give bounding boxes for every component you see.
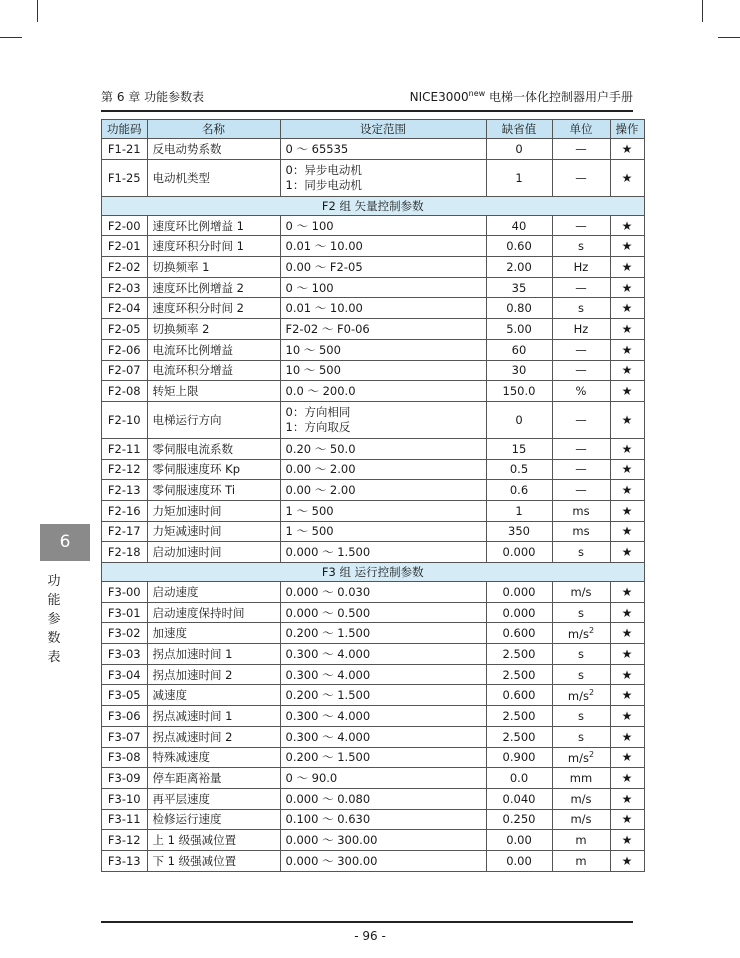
table-header-row	[102, 120, 645, 139]
unit: m	[552, 850, 610, 871]
operation-star-icon: ★	[610, 139, 644, 160]
setting-range: 0.0 ～ 200.0	[280, 381, 486, 402]
table-row	[102, 788, 645, 809]
unit: s	[552, 298, 610, 319]
table-row	[102, 706, 645, 727]
table-row	[102, 602, 645, 623]
function-code: F2-08	[102, 381, 148, 402]
param-name: 再平层速度	[147, 788, 280, 809]
param-name: 电流环积分增益	[147, 360, 280, 381]
page-number: - 96 -	[354, 929, 386, 943]
chapter-tab[interactable]	[40, 524, 90, 561]
param-name: 启动加速时间	[147, 542, 280, 563]
operation-star-icon: ★	[610, 381, 644, 402]
param-name: 下 1 级强减位置	[147, 850, 280, 871]
group-title: F2 组 矢量控制参数	[102, 196, 645, 215]
operation-star-icon: ★	[610, 809, 644, 830]
default-value: 5.00	[486, 319, 552, 340]
chapter-tab-number: 6	[59, 532, 71, 552]
chapter-side-label	[43, 572, 65, 667]
table-row	[102, 664, 645, 685]
function-code: F3-07	[102, 726, 148, 747]
setting-range: 0.00 ～ 2.00	[280, 459, 486, 480]
table-row	[102, 159, 645, 196]
param-name: 电动机类型	[147, 159, 280, 196]
setting-range: 0.300 ～ 4.000	[280, 664, 486, 685]
param-name: 加速度	[147, 623, 280, 644]
range-option: 0：异步电动机	[285, 162, 362, 177]
default-value: 30	[486, 360, 552, 381]
setting-range: 0.000 ～ 0.500	[280, 602, 486, 623]
setting-range: 0.300 ～ 4.000	[280, 706, 486, 727]
function-code: F2-12	[102, 459, 148, 480]
operation-star-icon: ★	[610, 542, 644, 563]
default-value: 0.040	[486, 788, 552, 809]
function-code: F2-00	[102, 215, 148, 236]
function-code: F2-06	[102, 339, 148, 360]
setting-range: 0.01 ～ 10.00	[280, 236, 486, 257]
default-value: 0.000	[486, 542, 552, 563]
default-value: 2.500	[486, 726, 552, 747]
param-name: 力矩加速时间	[147, 500, 280, 521]
side-label-char: 数	[47, 631, 61, 646]
col-header-code: 功能码	[102, 120, 148, 139]
default-value: 2.500	[486, 644, 552, 665]
group-header-row	[102, 196, 645, 215]
setting-range: 0 ～ 65535	[280, 139, 486, 160]
param-name: 启动速度	[147, 582, 280, 603]
operation-star-icon: ★	[610, 664, 644, 685]
unit: s	[552, 602, 610, 623]
default-value: 2.500	[486, 664, 552, 685]
unit: —	[552, 438, 610, 459]
unit: s	[552, 236, 610, 257]
setting-range: 0.300 ～ 4.000	[280, 644, 486, 665]
unit: s	[552, 644, 610, 665]
table-row	[102, 582, 645, 603]
range-option: 1：方向取反	[285, 419, 351, 434]
operation-star-icon: ★	[610, 623, 644, 644]
unit: s	[552, 542, 610, 563]
param-name: 切换频率 1	[147, 257, 280, 278]
function-code: F2-11	[102, 438, 148, 459]
table-row	[102, 768, 645, 789]
operation-star-icon: ★	[610, 438, 644, 459]
default-value: 350	[486, 521, 552, 542]
unit: m/s	[552, 788, 610, 809]
unit: m	[552, 830, 610, 851]
param-name: 电梯运行方向	[147, 401, 280, 438]
default-value: 0.000	[486, 582, 552, 603]
group-header-row	[102, 563, 645, 582]
param-name: 速度环积分时间 1	[147, 236, 280, 257]
default-value: 0.80	[486, 298, 552, 319]
default-value: 0.00	[486, 830, 552, 851]
unit: %	[552, 381, 610, 402]
table-row	[102, 215, 645, 236]
param-name: 拐点加速时间 1	[147, 644, 280, 665]
unit: mm	[552, 768, 610, 789]
function-code: F3-03	[102, 644, 148, 665]
setting-range: 1 ～ 500	[280, 500, 486, 521]
page-header	[101, 86, 633, 108]
function-code: F2-17	[102, 521, 148, 542]
setting-range: 0.000 ～ 300.00	[280, 850, 486, 871]
operation-star-icon: ★	[610, 298, 644, 319]
param-name: 检修运行速度	[147, 809, 280, 830]
col-header-range: 设定范围	[280, 120, 486, 139]
unit: —	[552, 277, 610, 298]
function-code: F2-02	[102, 257, 148, 278]
default-value: 2.500	[486, 706, 552, 727]
operation-star-icon: ★	[610, 215, 644, 236]
table-row	[102, 685, 645, 706]
header-rule	[101, 110, 633, 112]
function-code: F2-16	[102, 500, 148, 521]
param-name: 拐点加速时间 2	[147, 664, 280, 685]
param-name: 电流环比例增益	[147, 339, 280, 360]
operation-star-icon: ★	[610, 159, 644, 196]
function-code: F3-04	[102, 664, 148, 685]
table-row	[102, 257, 645, 278]
setting-range: 0.000 ～ 0.030	[280, 582, 486, 603]
col-header-op: 操作	[610, 120, 644, 139]
function-code: F1-21	[102, 139, 148, 160]
unit: —	[552, 215, 610, 236]
side-label-char: 参	[47, 612, 61, 627]
function-code: F2-05	[102, 319, 148, 340]
unit-superscript: 2	[588, 749, 595, 759]
param-name: 减速度	[147, 685, 280, 706]
param-name: 速度环比例增益 2	[147, 277, 280, 298]
setting-range: 0.00 ～ F2-05	[280, 257, 486, 278]
range-option: 0：方向相同	[285, 404, 351, 419]
footer-rule	[101, 921, 633, 923]
operation-star-icon: ★	[610, 521, 644, 542]
operation-star-icon: ★	[610, 788, 644, 809]
table-row	[102, 850, 645, 871]
unit: —	[552, 139, 610, 160]
operation-star-icon: ★	[610, 257, 644, 278]
param-name: 拐点减速时间 2	[147, 726, 280, 747]
default-value: 0.00	[486, 850, 552, 871]
unit-superscript: 2	[588, 625, 595, 635]
param-name: 零伺服速度环 Ti	[147, 480, 280, 501]
operation-star-icon: ★	[610, 602, 644, 623]
operation-star-icon: ★	[610, 726, 644, 747]
manual-title	[410, 88, 633, 105]
parameter-table	[101, 119, 645, 872]
function-code: F3-00	[102, 582, 148, 603]
default-value: 0.000	[486, 602, 552, 623]
table-row	[102, 298, 645, 319]
function-code: F1-25	[102, 159, 148, 196]
table-row	[102, 459, 645, 480]
unit: m/s	[552, 809, 610, 830]
setting-range: F2-02 ～ F0-06	[280, 319, 486, 340]
table-row	[102, 236, 645, 257]
setting-range	[280, 159, 486, 196]
param-name: 上 1 级强减位置	[147, 830, 280, 851]
function-code: F3-05	[102, 685, 148, 706]
function-code: F3-13	[102, 850, 148, 871]
operation-star-icon: ★	[610, 685, 644, 706]
param-name: 零伺服电流系数	[147, 438, 280, 459]
unit: —	[552, 339, 610, 360]
default-value: 15	[486, 438, 552, 459]
param-name: 拐点减速时间 1	[147, 706, 280, 727]
function-code: F3-12	[102, 830, 148, 851]
default-value: 0.0	[486, 768, 552, 789]
table-row	[102, 139, 645, 160]
group-title: F3 组 运行控制参数	[102, 563, 645, 582]
table-row	[102, 360, 645, 381]
setting-range: 1 ～ 500	[280, 521, 486, 542]
param-name: 反电动势系数	[147, 139, 280, 160]
col-header-name: 名称	[147, 120, 280, 139]
setting-range: 0.01 ～ 10.00	[280, 298, 486, 319]
operation-star-icon: ★	[610, 319, 644, 340]
function-code: F3-08	[102, 747, 148, 768]
unit: $m/s^2$	[552, 685, 610, 706]
unit: ms	[552, 500, 610, 521]
unit: —	[552, 480, 610, 501]
operation-star-icon: ★	[610, 830, 644, 851]
param-name: 力矩减速时间	[147, 521, 280, 542]
default-value: 60	[486, 339, 552, 360]
default-value: 0.60	[486, 236, 552, 257]
setting-range: 0.000 ～ 1.500	[280, 542, 486, 563]
default-value: 0.600	[486, 623, 552, 644]
default-value: 40	[486, 215, 552, 236]
operation-star-icon: ★	[610, 582, 644, 603]
side-label-char: 表	[47, 650, 61, 665]
function-code: F3-11	[102, 809, 148, 830]
unit: m/s	[552, 582, 610, 603]
function-code: F3-02	[102, 623, 148, 644]
function-code: F2-01	[102, 236, 148, 257]
range-option: 1：同步电动机	[285, 177, 362, 192]
crop-mark	[0, 37, 22, 38]
table-row	[102, 480, 645, 501]
manual-brand-sup: new	[468, 89, 486, 98]
table-row	[102, 542, 645, 563]
operation-star-icon: ★	[610, 850, 644, 871]
table-row	[102, 623, 645, 644]
default-value: 0	[486, 139, 552, 160]
col-header-unit: 单位	[552, 120, 610, 139]
default-value: 150.0	[486, 381, 552, 402]
table-row	[102, 521, 645, 542]
default-value: 0.6	[486, 480, 552, 501]
unit: Hz	[552, 319, 610, 340]
table-row	[102, 726, 645, 747]
setting-range: 0.100 ～ 0.630	[280, 809, 486, 830]
function-code: F2-13	[102, 480, 148, 501]
table-body	[102, 139, 645, 872]
crop-mark	[702, 0, 703, 22]
operation-star-icon: ★	[610, 401, 644, 438]
manual-brand: NICE3000	[409, 90, 469, 104]
operation-star-icon: ★	[610, 500, 644, 521]
unit: —	[552, 401, 610, 438]
default-value: 35	[486, 277, 552, 298]
param-name: 零伺服速度环 Kp	[147, 459, 280, 480]
operation-star-icon: ★	[610, 644, 644, 665]
default-value: 0.900	[486, 747, 552, 768]
setting-range: 0 ～ 100	[280, 277, 486, 298]
chapter-title: 第 6 章 功能参数表	[101, 90, 205, 104]
setting-range: 0 ～ 100	[280, 215, 486, 236]
unit: —	[552, 159, 610, 196]
table-row	[102, 830, 645, 851]
setting-range: 0.200 ～ 1.500	[280, 685, 486, 706]
unit: s	[552, 726, 610, 747]
setting-range: 0.000 ～ 300.00	[280, 830, 486, 851]
operation-star-icon: ★	[610, 339, 644, 360]
table-row	[102, 277, 645, 298]
crop-mark	[718, 37, 740, 38]
table-row	[102, 381, 645, 402]
default-value: 0	[486, 401, 552, 438]
default-value: 0.600	[486, 685, 552, 706]
operation-star-icon: ★	[610, 480, 644, 501]
operation-star-icon: ★	[610, 768, 644, 789]
table-row	[102, 438, 645, 459]
function-code: F2-10	[102, 401, 148, 438]
table-row	[102, 500, 645, 521]
unit: $m/s^2$	[552, 623, 610, 644]
setting-range: 10 ～ 500	[280, 360, 486, 381]
param-name: 特殊减速度	[147, 747, 280, 768]
function-code: F3-10	[102, 788, 148, 809]
param-name: 停车距离裕量	[147, 768, 280, 789]
default-value: 1	[486, 159, 552, 196]
param-name: 启动速度保持时间	[147, 602, 280, 623]
operation-star-icon: ★	[610, 747, 644, 768]
function-code: F3-01	[102, 602, 148, 623]
col-header-default: 缺省值	[486, 120, 552, 139]
operation-star-icon: ★	[610, 360, 644, 381]
operation-star-icon: ★	[610, 706, 644, 727]
function-code: F2-07	[102, 360, 148, 381]
table-row	[102, 747, 645, 768]
param-name: 切换频率 2	[147, 319, 280, 340]
param-name: 速度环比例增益 1	[147, 215, 280, 236]
crop-mark	[37, 0, 38, 22]
default-value: 0.5	[486, 459, 552, 480]
unit: s	[552, 664, 610, 685]
operation-star-icon: ★	[610, 277, 644, 298]
setting-range: 0.300 ～ 4.000	[280, 726, 486, 747]
table-row	[102, 401, 645, 438]
manual-title-rest: 电梯一体化控制器用户手册	[485, 90, 633, 104]
unit: s	[552, 706, 610, 727]
function-code: F2-03	[102, 277, 148, 298]
setting-range: 0.000 ～ 0.080	[280, 788, 486, 809]
default-value: 2.00	[486, 257, 552, 278]
function-code: F2-18	[102, 542, 148, 563]
function-code: F3-09	[102, 768, 148, 789]
setting-range: 0.200 ～ 1.500	[280, 747, 486, 768]
side-label-char: 功	[47, 574, 61, 589]
param-name: 速度环积分时间 2	[147, 298, 280, 319]
operation-star-icon: ★	[610, 236, 644, 257]
default-value: 1	[486, 500, 552, 521]
function-code: F2-04	[102, 298, 148, 319]
table-row	[102, 644, 645, 665]
setting-range: 0.20 ～ 50.0	[280, 438, 486, 459]
side-label-char: 能	[47, 593, 61, 608]
setting-range: 0 ～ 90.0	[280, 768, 486, 789]
unit: —	[552, 360, 610, 381]
unit: ms	[552, 521, 610, 542]
setting-range: 0.00 ～ 2.00	[280, 480, 486, 501]
table-row	[102, 319, 645, 340]
table-row	[102, 809, 645, 830]
operation-star-icon: ★	[610, 459, 644, 480]
table-row	[102, 339, 645, 360]
unit: Hz	[552, 257, 610, 278]
setting-range	[280, 401, 486, 438]
param-name: 转矩上限	[147, 381, 280, 402]
setting-range: 10 ～ 500	[280, 339, 486, 360]
function-code: F3-06	[102, 706, 148, 727]
unit: —	[552, 459, 610, 480]
default-value: 0.250	[486, 809, 552, 830]
unit-superscript: 2	[588, 687, 595, 697]
setting-range: 0.200 ～ 1.500	[280, 623, 486, 644]
unit: $m/s^2$	[552, 747, 610, 768]
